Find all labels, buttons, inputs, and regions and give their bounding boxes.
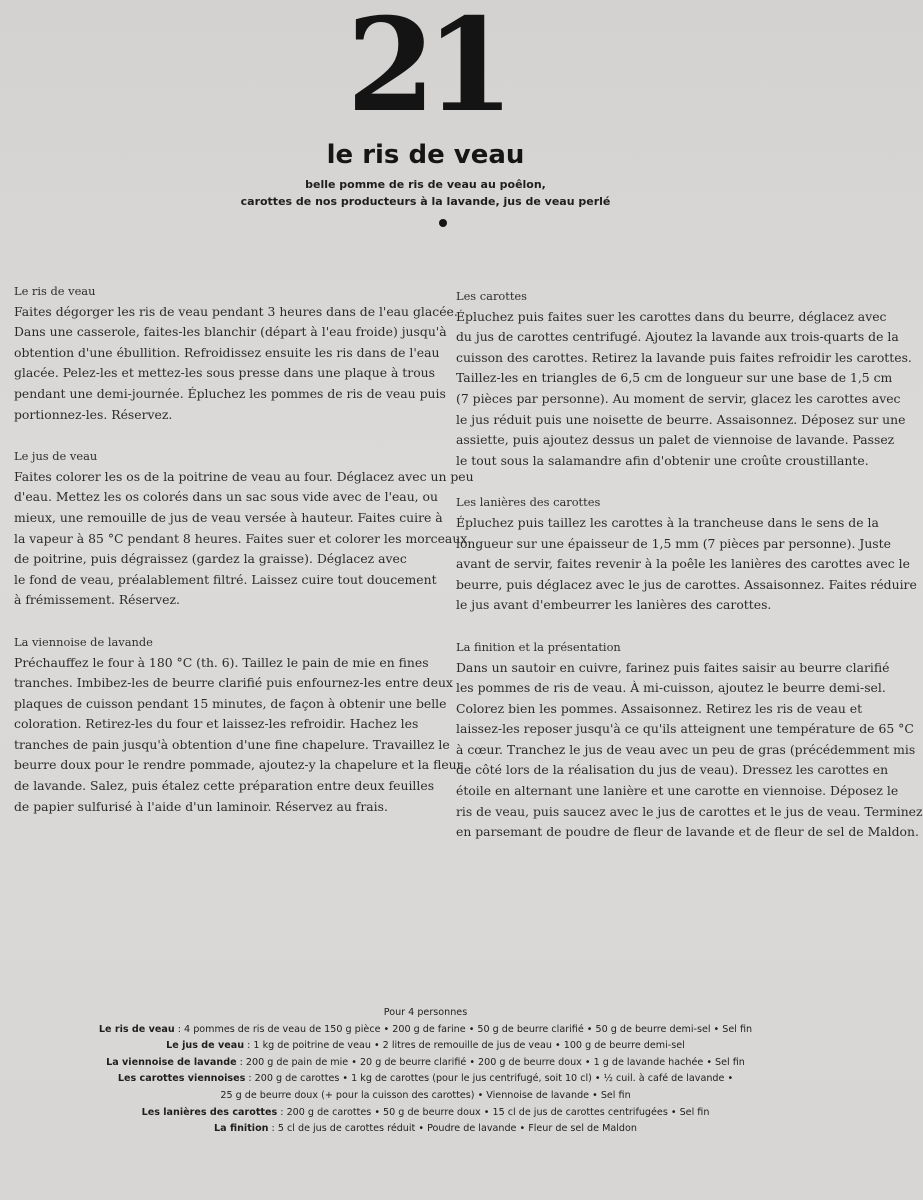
section-text-line: plaques de cuisson pendant 15 minutes, de façon à obtenir une belle <box>14 695 447 711</box>
section-text-line: beurre, puis déglacez avec le jus de carottes. Assaisonnez. Faites réduire <box>456 576 917 592</box>
section-text-line: de côté lors de la réalisation du jus de veau). Dressez les carottes en <box>456 762 889 778</box>
section-text-line: le fond de veau, préalablement filtré. Laissez cuire tout doucement <box>14 571 437 587</box>
recipe-section <box>456 492 917 616</box>
ingredient-line <box>0 1121 851 1138</box>
section-text-line: d'eau. Mettez les os colorés dans un sac sous vide avec de l'eau, ou <box>14 489 438 505</box>
section-text-line: laissez-les reposer jusqu'à ce qu'ils atteignent une température de 65 °C <box>456 721 914 737</box>
ingredient-text: : 1 kg de poitrine de veau • 2 litres de remouille de jus de veau • 100 g de beurre demi-sel <box>244 1040 685 1052</box>
right-column <box>456 286 923 864</box>
recipe-section <box>14 632 463 817</box>
section-text-line: Dans une casserole, faites-les blanchir (départ à l'eau froide) jusqu'à <box>14 324 447 340</box>
section-text-line: avant de servir, faites revenir à la poêle les lanières des carottes avec le <box>456 556 910 572</box>
section-text-line: Épluchez puis faites suer les carottes dans du beurre, déglacez avec <box>456 308 887 324</box>
section-text-line: Taillez-les en triangles de 6,5 cm de longueur sur une base de 1,5 cm <box>456 370 893 386</box>
ingredient-label: Les lanières des carottes <box>141 1106 278 1118</box>
ingredient-label: La viennoise de lavande <box>106 1056 237 1068</box>
ingredient-text: : 200 g de pain de mie • 20 g de beurre clarifié • 200 g de beurre doux • 1 g de lavande hachée • Sel fin <box>236 1056 745 1068</box>
section-text-line: le jus réduit puis une noisette de beurre. Assaisonnez. Déposez sur une <box>456 411 906 427</box>
ingredient-text: 25 g de beurre doux (+ pour la cuisson des carottes) • Viennoise de lavande • Sel fin <box>220 1089 631 1101</box>
servings: Pour 4 personnes <box>383 1007 468 1018</box>
section-title: La viennoise de lavande <box>14 634 153 649</box>
ingredient-line <box>0 1038 851 1055</box>
section-text-line: assiette, puis ajoutez dessus un palet de viennoise de lavande. Passez <box>456 432 895 448</box>
subtitle-line: belle pomme de ris de veau au poêlon, <box>305 178 546 191</box>
ingredient-text: : 4 pommes de ris de veau de 150 g pièce • 200 g de farine • 50 g de beurre clarifié • 50 g de beurre demi-sel • Sel fin <box>174 1023 753 1035</box>
recipe-section <box>456 286 912 471</box>
section-text-line: le jus avant d'embeurrer les lanières des carottes. <box>456 597 772 613</box>
section-title: La finition et la présentation <box>456 639 621 654</box>
section-text-line: obtention d'une ébullition. Refroidissez ensuite les ris dans de l'eau <box>14 344 440 360</box>
section-text-line: à cœur. Tranchez le jus de veau avec un peu de gras (précédemment mis <box>456 741 916 757</box>
ingredients-block <box>0 1005 851 1138</box>
section-text-line: Épluchez puis taillez les carottes à la trancheuse dans le sens de la <box>456 514 879 530</box>
section-text-line: Faites dégorger les ris de veau pendant 3 heures dans de l'eau glacée. <box>14 303 458 319</box>
section-text-line: en parsemant de poudre de fleur de lavande et de fleur de sel de Maldon. <box>456 824 919 840</box>
ingredient-text: : 200 g de carottes • 50 g de beurre doux • 15 cl de jus de carottes centrifugées • Sel fin <box>277 1106 710 1118</box>
section-text-line: le tout sous la salamandre afin d'obtenir une croûte croustillante. <box>456 452 869 468</box>
ingredient-label: Le jus de veau <box>166 1040 245 1052</box>
section-title: Les carottes <box>456 289 527 303</box>
ingredient-line <box>0 1088 851 1105</box>
subtitle-line: carottes de nos producteurs à la lavande, jus de veau perlé <box>240 195 611 208</box>
ingredient-line <box>0 1071 851 1088</box>
section-text-line: Préchauffez le four à 180 °C (th. 6). Taillez le pain de mie en fines <box>14 654 429 670</box>
section-text-line: ris de veau, puis saucez avec le jus de carottes et le jus de veau. Terminez <box>456 803 923 819</box>
ingredient-list <box>0 1022 851 1138</box>
recipe-title: le ris de veau <box>326 140 525 170</box>
section-text-line: de poitrine, puis dégraissez (gardez la graisse). Déglacez avec <box>14 551 407 567</box>
ingredient-line <box>0 1105 851 1122</box>
ingredient-line <box>0 1022 851 1039</box>
section-text-line: à frémissement. Réservez. <box>14 592 180 608</box>
section-text-line: pendant une demi-journée. Épluchez les pommes de ris de veau puis <box>14 385 446 401</box>
ingredient-line <box>0 1055 851 1072</box>
ingredient-text: : 5 cl de jus de carottes réduit • Poudre de lavande • Fleur de sel de Maldon <box>268 1123 637 1135</box>
left-column <box>14 281 474 838</box>
section-text-line: du jus de carottes centrifugé. Ajoutez la lavande aux trois-quarts de la <box>456 329 899 345</box>
section-text-line: de lavande. Salez, puis étalez cette préparation entre deux feuilles <box>14 778 435 794</box>
section-text-line: coloration. Retirez-les du four et laissez-les refroidir. Hachez les <box>14 716 419 732</box>
ingredient-label: La finition <box>214 1123 269 1135</box>
section-title: Le jus de veau <box>14 449 98 464</box>
section-text-line: Colorez bien les pommes. Assaisonnez. Retirez les ris de veau et <box>456 700 863 716</box>
section-title: Le ris de veau <box>14 284 96 298</box>
section-text-line: Faites colorer les os de la poitrine de veau au four. Déglacez avec un peu <box>14 468 474 484</box>
section-text-line: tranches de pain jusqu'à obtention d'une fine chapelure. Travaillez le <box>14 736 450 752</box>
bullet-dot-icon <box>439 219 447 227</box>
section-text-line: portionnez-les. Réservez. <box>14 406 173 422</box>
recipe-section <box>14 446 474 611</box>
section-text-line: les pommes de ris de veau. À mi-cuisson, ajoutez le beurre demi-sel. <box>456 680 886 696</box>
ingredient-label: Le ris de veau <box>98 1023 175 1035</box>
section-text-line: mieux, une remouille de jus de veau versée à hauteur. Faites cuire à <box>14 509 443 525</box>
recipe-subtitle <box>0 176 851 210</box>
ingredient-label: Les carottes viennoises <box>117 1073 246 1085</box>
section-text-line: la vapeur à 85 °C pendant 8 heures. Faites suer et colorer les morceaux <box>14 530 468 546</box>
section-text-line: glacée. Pelez-les et mettez-les sous presse dans une plaque à trous <box>14 365 436 381</box>
section-text-line: (7 pièces par personne). Au moment de servir, glacez les carottes avec <box>456 390 901 406</box>
section-text-line: étoile en alternant une lanière et une carotte en viennoise. Déposez le <box>456 783 899 799</box>
section-text-line: Dans un sautoir en cuivre, farinez puis faites saisir au beurre clarifié <box>456 659 890 675</box>
recipe-section <box>456 637 923 843</box>
section-text-line: de papier sulfurisé à l'aide d'un laminoir. Réservez au frais. <box>14 798 388 814</box>
ingredient-text: : 200 g de carottes • 1 kg de carottes (pour le jus centrifugé, soit 10 cl) • ½ cuil. à café de lavande • <box>245 1073 734 1085</box>
section-text-line: beurre doux pour le rendre pommade, ajoutez-y la chapelure et la fleur <box>14 757 463 773</box>
section-text-line: tranches. Imbibez-les de beurre clarifié puis enfournez-les entre deux <box>14 675 453 691</box>
recipe-number: 21 <box>346 0 505 141</box>
section-text-line: cuisson des carottes. Retirez la lavande puis faites refroidir les carottes. <box>456 349 912 365</box>
recipe-section <box>14 281 458 425</box>
section-title: Les lanières des carottes <box>456 495 601 510</box>
section-text-line: longueur sur une épaisseur de 1,5 mm (7 pièces par personne). Juste <box>456 535 891 551</box>
